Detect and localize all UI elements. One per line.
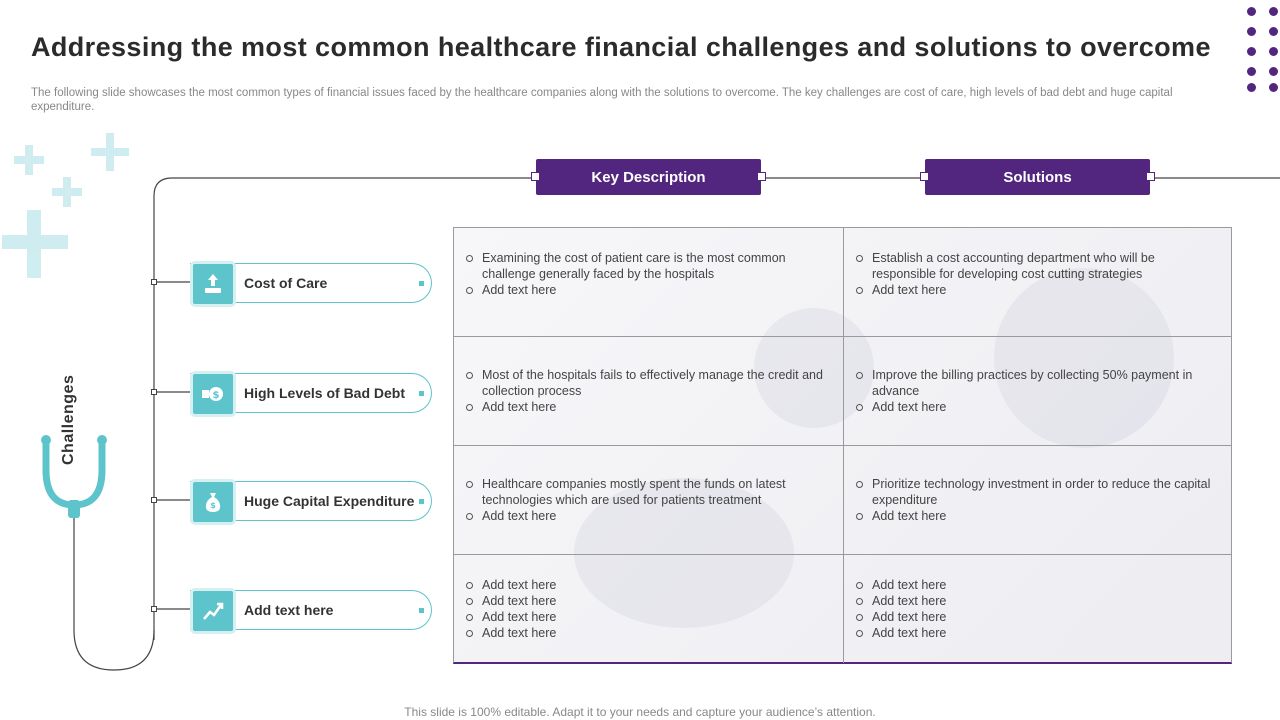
solution-cell	[843, 337, 1231, 445]
challenge-cost-of-care	[190, 263, 432, 303]
challenge-capital-expenditure	[190, 481, 432, 521]
list-item: Add text here	[464, 625, 823, 641]
challenge-label: High Levels of Bad Debt	[244, 385, 406, 401]
list-item: Add text here	[464, 399, 823, 415]
list-item: Add text here	[464, 577, 823, 593]
list-item: Add text here	[464, 593, 823, 609]
list-item: Add text here	[854, 609, 1211, 625]
solution-cell	[843, 555, 1231, 663]
challenges-vertical-label: Challenges	[60, 374, 77, 465]
list-item: Add text here	[464, 282, 823, 298]
solution-cell	[843, 446, 1231, 554]
table-row	[454, 337, 1231, 446]
list-item: Healthcare companies mostly spent the funds on latest technologies which are used for patients treatment	[464, 476, 823, 508]
list-item: Add text here	[854, 508, 1211, 524]
challenge-label: Huge Capital Expenditure	[244, 493, 415, 509]
list-item: Prioritize technology investment in order to reduce the capital expenditure	[854, 476, 1211, 508]
slide-subtitle: The following slide showcases the most common types of financial issues faced by the healthcare companies along with the solutions to overcome. The key challenges are cost of care, high levels of bad debt and huge capital expenditure.	[31, 87, 1173, 113]
svg-text:$: $	[210, 501, 216, 510]
description-cell	[454, 337, 843, 445]
description-cell	[454, 555, 843, 663]
svg-text:$: $	[212, 390, 220, 401]
challenges-table	[453, 227, 1232, 664]
slide-title: Addressing the most common healthcare financial challenges and solutions to overcome	[31, 32, 1211, 62]
table-row	[454, 555, 1231, 663]
list-item: Add text here	[854, 625, 1211, 641]
list-item: Add text here	[854, 399, 1211, 415]
challenge-label: Add text here	[244, 602, 334, 618]
list-item: Add text here	[464, 609, 823, 625]
list-item: Improve the billing practices by collecting 50% payment in advance	[854, 367, 1211, 399]
list-item: Add text here	[464, 508, 823, 524]
growth-chart-icon	[190, 588, 236, 634]
list-item: Add text here	[854, 577, 1211, 593]
header-key-description: Key Description	[536, 159, 761, 195]
money-hand-icon	[190, 371, 236, 417]
list-item: Most of the hospitals fails to effectively manage the credit and collection process	[464, 367, 823, 399]
challenge-add-text	[190, 590, 432, 630]
list-item: Add text here	[854, 593, 1211, 609]
challenge-label: Cost of Care	[244, 275, 328, 291]
slide-footer: This slide is 100% editable. Adapt it to your needs and capture your audience’s attention.	[404, 705, 876, 719]
money-growth-icon	[190, 261, 236, 307]
description-cell	[454, 446, 843, 554]
list-item: Establish a cost accounting department who will be responsible for developing cost cutting strategies	[854, 250, 1211, 282]
description-cell	[454, 228, 843, 336]
list-item: Examining the cost of patient care is the most common challenge generally faced by the hospitals	[464, 250, 823, 282]
list-item: Add text here	[854, 282, 1211, 298]
challenge-bad-debt	[190, 373, 432, 413]
table-row	[454, 228, 1231, 337]
money-bag-icon	[190, 479, 236, 525]
header-solutions: Solutions	[925, 159, 1150, 195]
table-row	[454, 446, 1231, 555]
solution-cell	[843, 228, 1231, 336]
